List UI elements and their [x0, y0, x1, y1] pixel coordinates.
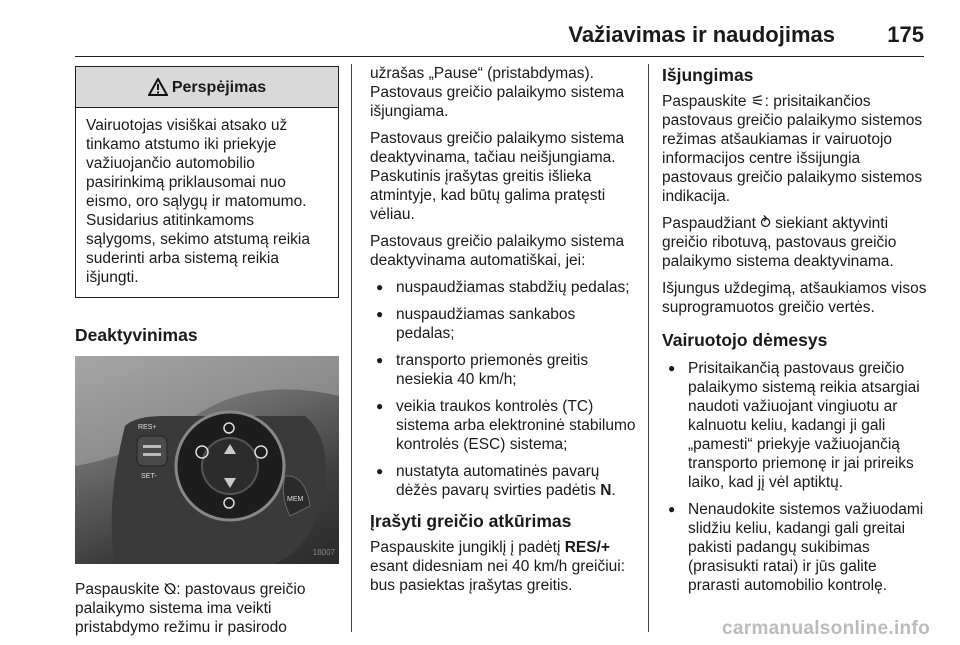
- paragraph: užrašas „Pause“ (pristabdymas). Pastovaus greičio palaikymo sistema išjungiama.: [370, 65, 625, 120]
- section-heading-resume: Įrašyti greičio atkūrimas: [370, 511, 572, 531]
- switch-off-paragraph: Paspauskite ⚟: prisitaikančios pastovaus greičio palaikymo sistemos režimas atšaukiamas ir vairuotojo informacijos centre išsijungia pastovaus greičio palaikymo sistemos indikacija.: [662, 93, 923, 205]
- column-divider: [648, 64, 649, 632]
- header-rule: [75, 56, 924, 57]
- speed-limiter-icon: ⥁: [760, 215, 771, 232]
- list-item: ● Prisitaikančią pastovaus greičio palaikymo sistemą reikia atsargiai naudoti važiuojant vingiuotu ar kalnuotu keliu, kadangi ji gali „pamesti“ priekyje važiuojančią transporto priemonę ir jai prireiks laiko, kad jį vėl aptiktų.: [662, 359, 930, 492]
- column-1: [75, 64, 339, 645]
- warning-triangle-icon: [148, 78, 168, 96]
- list-item: ● transporto priemonės greitis nesiekia 40 km/h;: [370, 351, 638, 389]
- adaptive-cruise-icon: ⚟: [750, 93, 765, 110]
- watermark: carmanualsonline.info: [722, 618, 930, 639]
- column-3: [662, 64, 930, 603]
- driver-attention-list: [662, 359, 930, 595]
- limiter-paragraph: Paspaudžiant ⥁ siekiant aktyvinti greičio ribotuvą, pastovaus greičio palaikymo sistema deaktyvinama.: [662, 215, 897, 270]
- steering-wheel-illustration: [75, 356, 339, 564]
- section-heading-driver-attention: Vairuotojo dėmesys: [662, 330, 828, 350]
- mem-label: MEM: [287, 496, 304, 503]
- header-title: Važiavimas ir naudojimas: [568, 22, 835, 47]
- paragraph: Pastovaus greičio palaikymo sistema deaktyvinama, tačiau neišjungiama. Paskutinis įrašytas greitis išlieka atmintyje, kad būtų galima pratęsti vėliau.: [370, 130, 625, 223]
- deactivation-paragraph: Paspauskite ⦰: pastovaus greičio palaikymo sistema ima veikti pristabdymo režimu ir pasirodo: [75, 581, 306, 636]
- list-item: ● nuspaudžiamas sankabos pedalas;: [370, 305, 638, 343]
- image-reference: 18007: [312, 548, 335, 557]
- warning-header: [76, 67, 338, 108]
- section-heading-deactivation: Deaktyvinimas: [75, 325, 198, 345]
- section-heading-switch-off: Išjungimas: [662, 65, 754, 85]
- set-minus-label: SET-: [141, 473, 157, 480]
- deactivation-conditions-list: [370, 278, 638, 500]
- list-item: ● veikia traukos kontrolės (TC) sistema arba elektroninė stabilumo kontrolės (ESC) sistema;: [370, 397, 638, 454]
- column-divider: [351, 64, 352, 632]
- warning-box: [75, 66, 339, 298]
- warning-text: Vairuotojas visiškai atsako už tinkamo atstumo iki priekyje važiuojančio automobilio pasirinkimą priklausomai nuo eismo, oro sąlygų ir matomumo. Susidarius atitinkamoms sąlygoms, sekimo atstumą reikia suderinti arba sistemą reikia išjungti.: [86, 117, 310, 286]
- column-2: [370, 64, 638, 603]
- steering-wheel-controls-image: [75, 356, 339, 564]
- page-number: 175: [887, 22, 924, 47]
- paragraph: Išjungus uždegimą, atšaukiamos visos suprogramuotos greičio vertės.: [662, 280, 927, 316]
- list-item: ● nustatyta automatinės pavarų dėžės pavarų svirties padėtis N.: [370, 462, 638, 500]
- res-plus-label: RES+: [138, 424, 157, 431]
- resume-paragraph: Paspauskite jungiklį į padėtį RES/+ esant didesniam nei 40 km/h greičiui: bus pasiektas įrašytas greitis.: [370, 539, 626, 594]
- warning-title: Perspėjimas: [171, 78, 267, 96]
- paragraph: Pastovaus greičio palaikymo sistema deaktyvinama automatiškai, jei:: [370, 233, 625, 269]
- cruise-pause-icon: ⦰: [163, 581, 177, 598]
- list-item: ● nuspaudžiamas stabdžių pedalas;: [370, 278, 638, 297]
- list-item: ● Nenaudokite sistemos važiuodami slidžiu keliu, kadangi gali greitai pakisti padangų sukibimas (prasisukti ratai) ir jūs galite prarasti automobilio kontrolę.: [662, 500, 930, 595]
